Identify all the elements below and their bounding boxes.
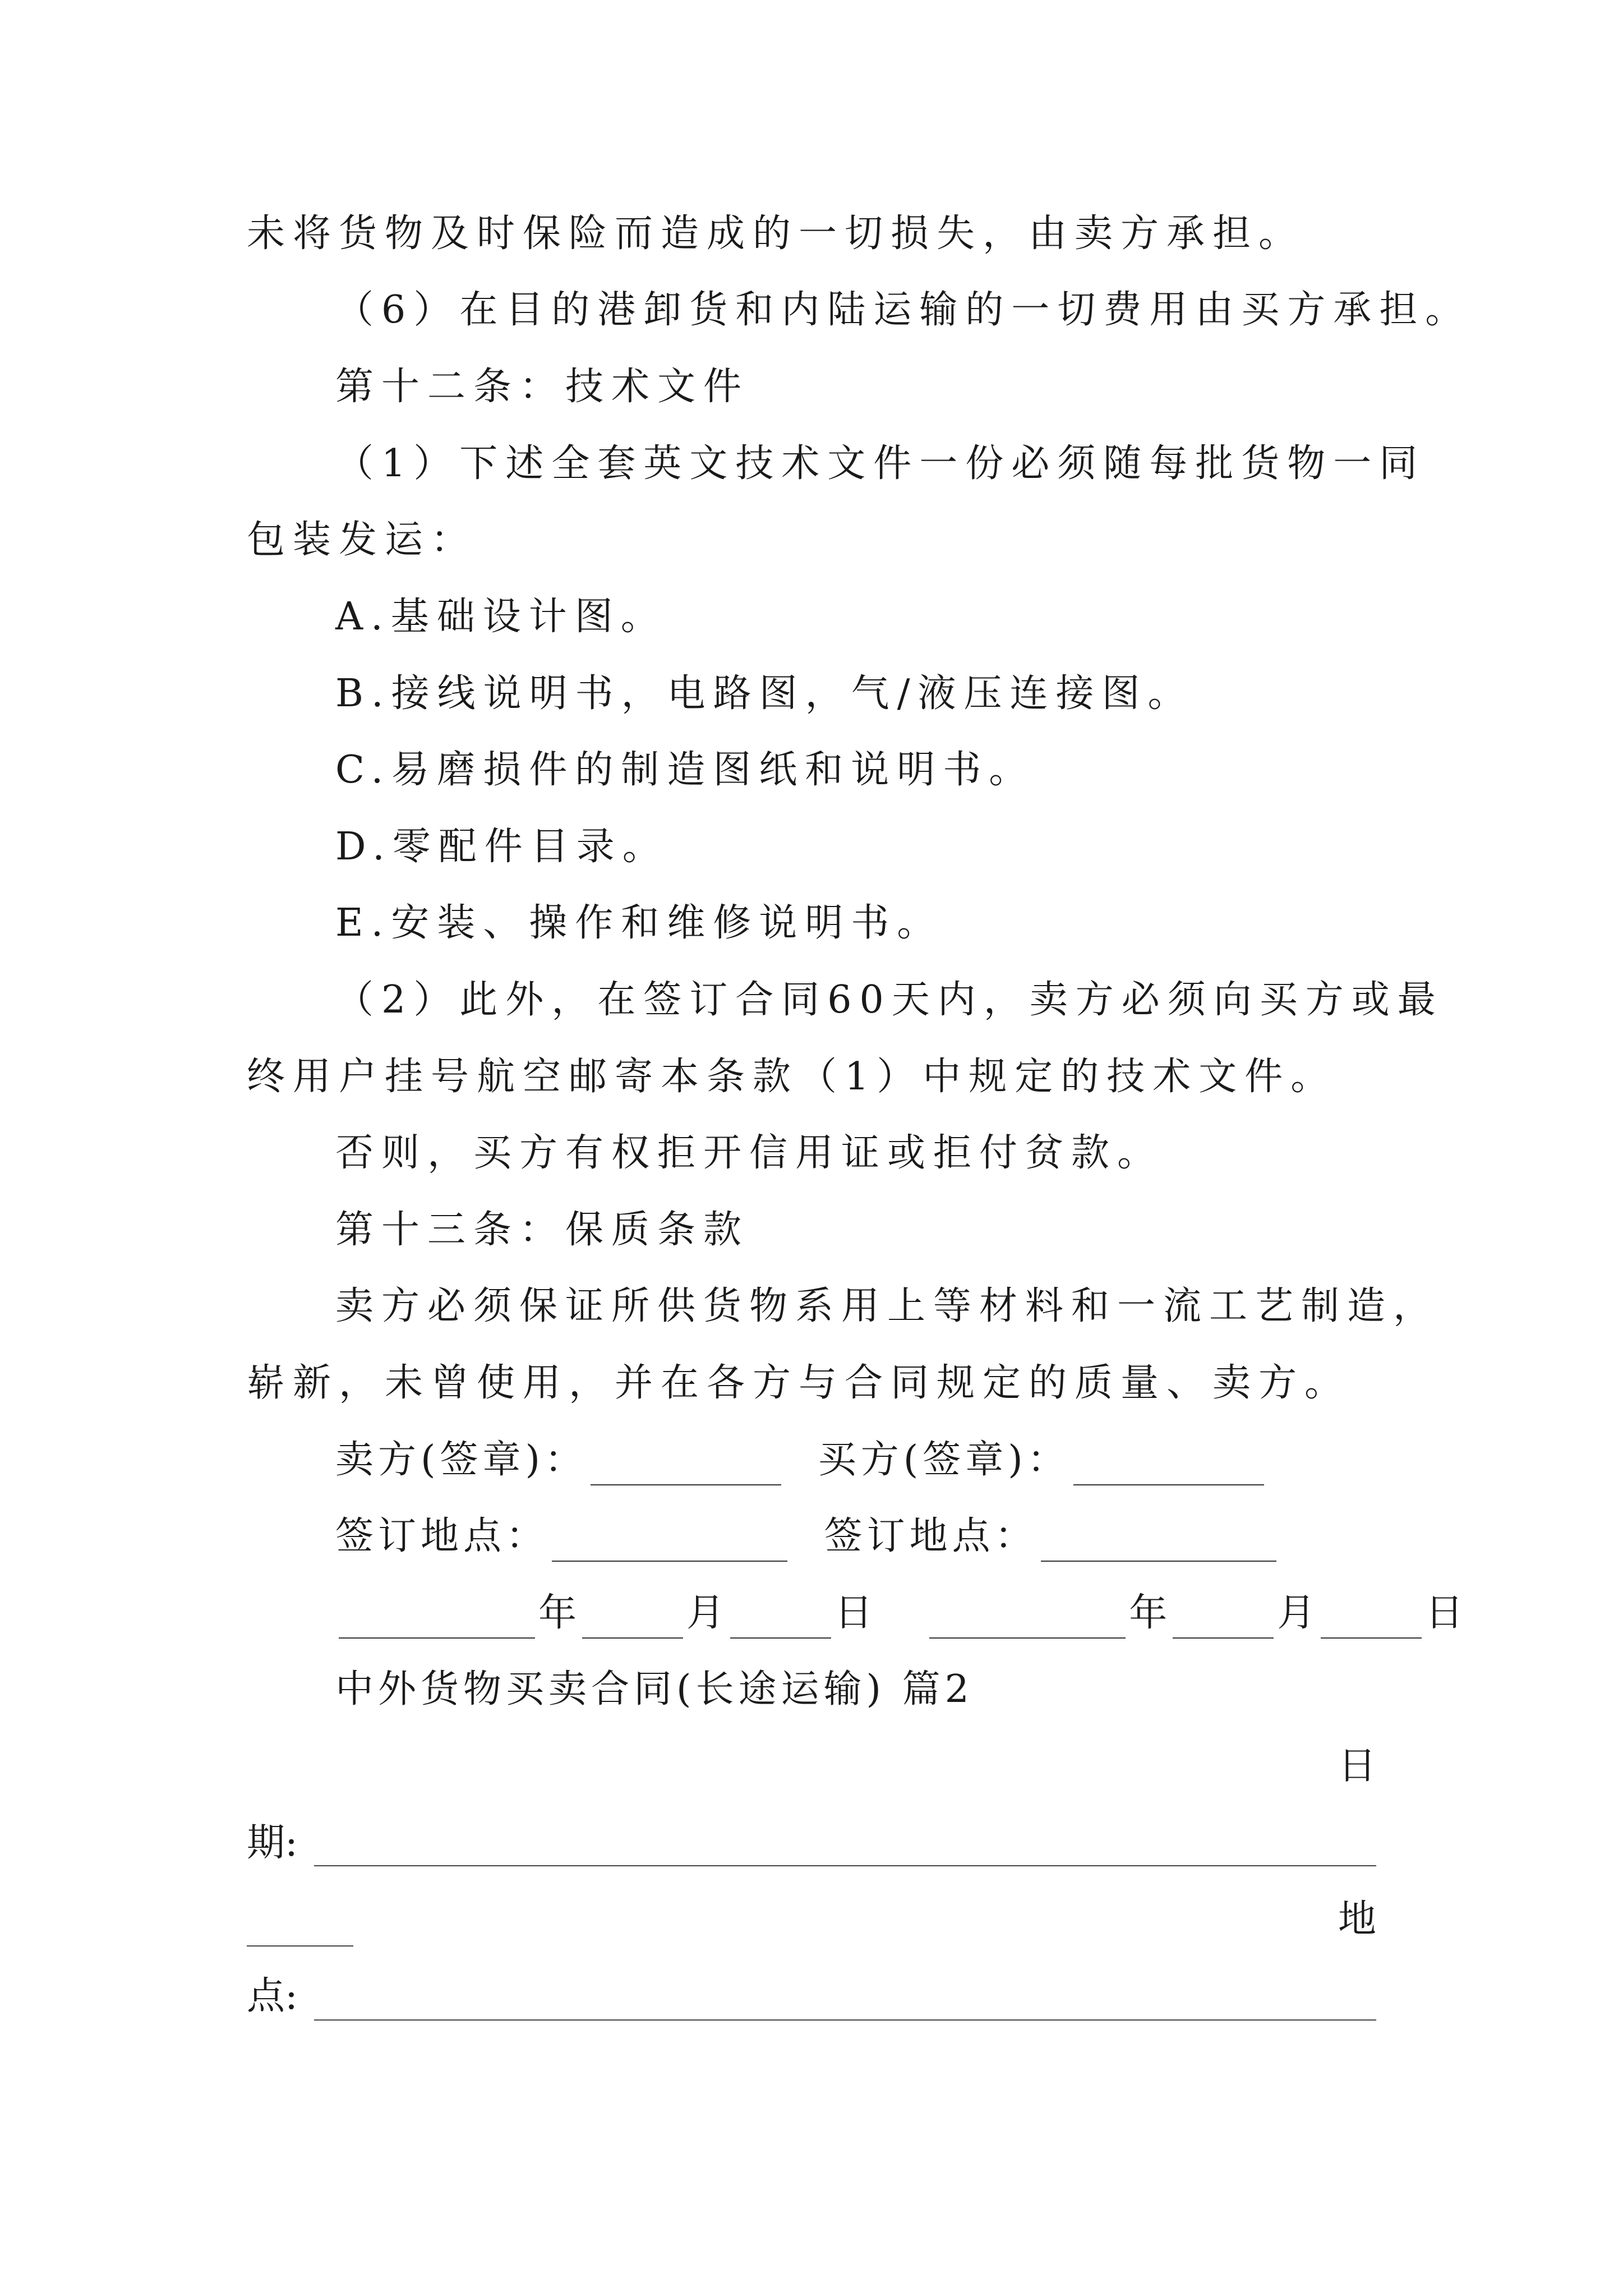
month-label: 月 [1277,1591,1318,1635]
signing-place-blank[interactable] [1041,1526,1276,1562]
list-item: D.零配件目录。 [335,825,668,869]
place-field-line[interactable] [314,2019,1376,2021]
signature-row [335,1435,1267,1485]
list-item: A.基础设计图。 [335,595,667,639]
date-row [335,1588,1465,1639]
year-blank[interactable] [339,1603,535,1639]
date-field-line[interactable] [314,1865,1376,1866]
month-blank[interactable] [1173,1603,1274,1639]
day-label: 日 [834,1591,875,1635]
text-line: 未将货物及时保险而造成的一切损失，由卖方承担。 [247,211,1305,256]
day-label: 日 [1425,1591,1466,1635]
place-field-label: 点: [247,1974,298,2018]
signing-place-row [335,1511,1280,1562]
buyer-signature-label: 买方(签章)： [818,1438,1070,1482]
text-line: 崭新，未曾使用，并在各方与合同规定的质量、卖方。 [247,1361,1351,1405]
text-line: （1）下述全套英文技术文件一份必须随每批货物一同 [335,441,1426,486]
section-heading: 第十二条：技术文件 [335,365,750,409]
day-blank[interactable] [730,1603,831,1639]
month-blank[interactable] [582,1603,683,1639]
text-line: （6）在目的港卸货和内陆运输的一切费用由买方承担。 [335,288,1472,332]
date-field-char: 日 [1338,1744,1376,1788]
year-blank[interactable] [929,1603,1126,1639]
text-line: 卖方必须保证所供货物系用上等材料和一流工艺制造， [335,1284,1440,1328]
day-blank[interactable] [1321,1603,1422,1639]
date-field-label: 期: [247,1821,298,1865]
text-line: （2）此外，在签订合同60天内，卖方必须向买方或最 [335,978,1444,1022]
signing-place-label: 签订地点： [824,1514,1038,1558]
place-field-char: 地 [1338,1897,1376,1941]
signing-place-label: 签订地点： [335,1514,549,1558]
date-field-line-continued [247,1945,353,1947]
list-item: B.接线说明书，电路图，气/液压连接图。 [335,671,1194,716]
text-line: 包装发运： [247,518,477,562]
list-item: E.安装、操作和维修说明书。 [335,901,943,945]
section-heading: 第十三条：保质条款 [335,1208,750,1252]
text-line: 终用户挂号航空邮寄本条款（1）中规定的技术文件。 [247,1055,1337,1099]
contract-title: 中外货物买卖合同(长途运输) 篇2 [335,1667,974,1711]
year-label: 年 [538,1591,579,1635]
buyer-signature-blank[interactable] [1073,1450,1264,1485]
list-item: C.易磨损件的制造图纸和说明书。 [335,748,1035,792]
signing-place-blank[interactable] [552,1526,787,1562]
month-label: 月 [686,1591,727,1635]
seller-signature-blank[interactable] [591,1450,781,1485]
year-label: 年 [1129,1591,1170,1635]
seller-signature-label: 卖方(签章)： [335,1438,588,1482]
text-line: 否则，买方有权拒开信用证或拒付贫款。 [335,1131,1164,1175]
